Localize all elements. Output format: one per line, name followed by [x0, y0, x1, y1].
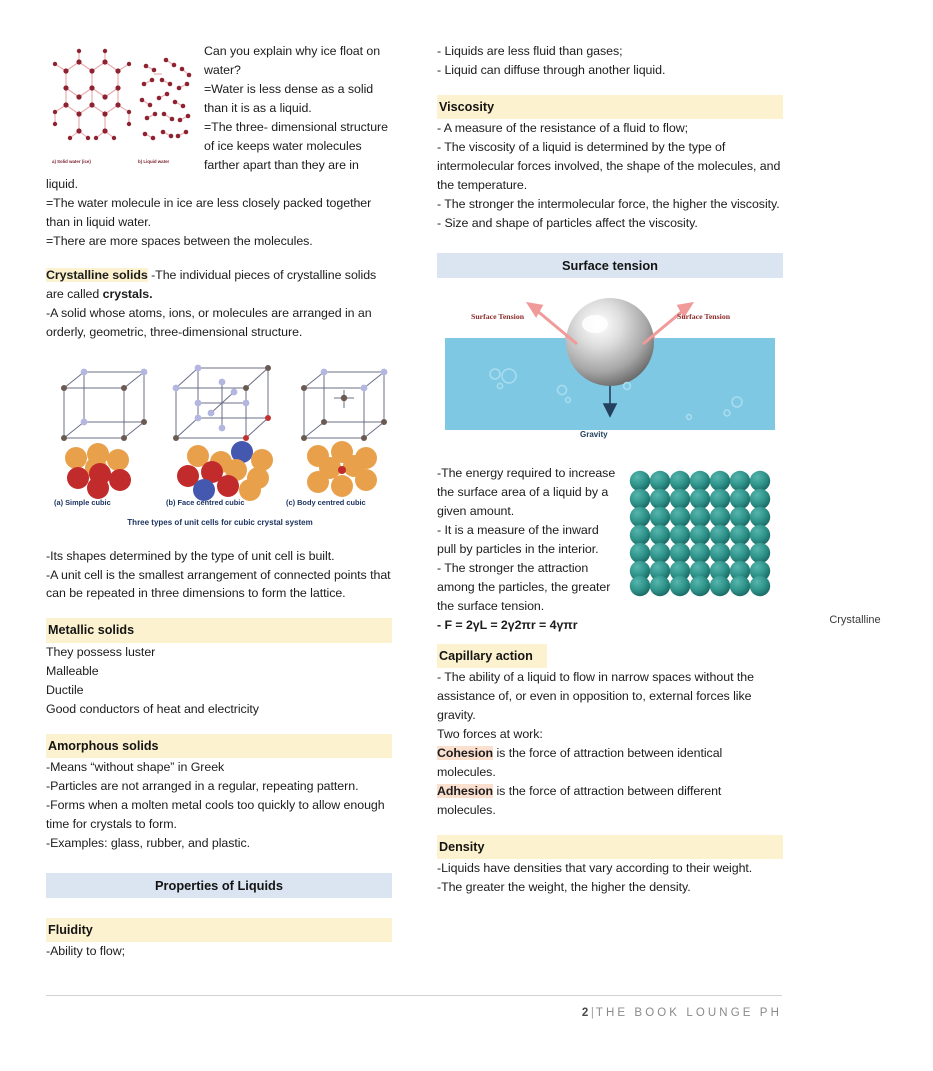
crystalline-solids-definition [46, 266, 392, 304]
capillary-action-heading-wrap [437, 644, 783, 668]
footer-brand: THE BOOK LOUNGE PH [595, 1007, 782, 1019]
adhesion-text: is the force of attraction between different molecules. [437, 783, 722, 817]
surface-tension-note-2: - It is a measure of the inward pull by particles in the interior. [437, 522, 599, 556]
intro-line-1: =Water is less dense as a solid than it is as a liquid. [204, 81, 374, 115]
crystalline-solids-definition-bold: crystals. [102, 286, 153, 301]
amorphous-solids-item-4: -Examples: glass, rubber, and plastic. [46, 835, 251, 850]
density-heading: Density [437, 835, 783, 859]
adhesion-definition [437, 782, 783, 820]
crystalline-packing-figure [627, 468, 881, 626]
surface-tension-figure [437, 282, 783, 462]
density-item-1: -Liquids have densities that vary according to their weight. [437, 860, 753, 875]
amorphous-solids-item-3: -Forms when a molten metal cools too quickly to allow enough time for crystals to form. [46, 797, 385, 831]
cohesion-text: is the force of attraction between identical molecules. [437, 745, 723, 779]
unit-cell-caption-c: (c) Body centred cubic [286, 497, 366, 507]
capillary-action-intro: - The ability of a liquid to flow in narrow spaces without the assistance of, or even in opposition to, external forces like gravity. [437, 669, 754, 722]
crystalline-figure-caption: Crystalline [829, 614, 881, 626]
unit-cells-svg [46, 350, 394, 498]
surface-tension-note-1: -The energy required to increase the surface area of a liquid by a given amount. [437, 466, 616, 518]
viscosity-heading: Viscosity [437, 95, 783, 119]
metallic-solids-heading: Metallic solids [46, 618, 392, 642]
ice-structure-svg [46, 44, 196, 164]
intro-line-3: =The water molecule in ice are less closely packed together than in liquid water. [46, 195, 372, 229]
properties-of-liquids-heading: Properties of Liquids [46, 873, 392, 898]
amorphous-solids-item-2: -Particles are not arranged in a regular, repeating pattern. [46, 778, 359, 793]
crystalline-solids-term: Crystalline solids [46, 267, 148, 282]
unit-cell-note-1: -Its shapes determined by the type of unit cell is built. [46, 548, 335, 563]
surface-tension-label-left: Surface Tension [471, 312, 525, 321]
viscosity-item-4: - Size and shape of particles affect the viscosity. [437, 216, 698, 231]
surface-tension-formula: - F = 2γL = 2γ2πr = 4γπr [437, 617, 578, 632]
intro-line-2: =The three- dimensional structure of ice keeps water molecules farther apart than they are in liquid. [46, 119, 388, 191]
metallic-solids-item-4: Good conductors of heat and electricity [46, 701, 259, 716]
fluidity-heading: Fluidity [46, 918, 392, 942]
surface-tension-label-right: Surface Tension [677, 312, 731, 321]
surface-tension-svg [437, 282, 783, 430]
ice-figure-caption-b: b) Liquid water [138, 159, 170, 164]
footer-separator: | [590, 1007, 594, 1019]
fluidity-continued-item-1: - Liquids are less fluid than gases; [437, 44, 623, 58]
page-footer [46, 995, 782, 1021]
ice-vs-liquid-water-figure [46, 44, 196, 164]
right-column [437, 42, 881, 897]
fluidity-continued-item-2: - Liquid can diffuse through another liquid. [437, 62, 666, 77]
viscosity-item-1: - A measure of the resistance of a fluid to flow; [437, 121, 689, 136]
amorphous-solids-heading: Amorphous solids [46, 734, 392, 758]
adhesion-term: Adhesion [437, 783, 494, 798]
metallic-solids-item-3: Ductile [46, 682, 84, 697]
surface-tension-heading: Surface tension [437, 253, 783, 278]
metallic-solids-item-2: Malleable [46, 663, 99, 678]
unit-cell-caption-b: (b) Face centred cubic [166, 497, 245, 507]
viscosity-item-3: - The stronger the intermolecular force, the higher the viscosity. [437, 197, 780, 212]
cohesion-term: Cohesion [437, 745, 494, 760]
surface-tension-note-3: - The stronger the attraction among the particles, the greater the surface tension. [437, 560, 611, 613]
unit-cell-note-2: -A unit cell is the smallest arrangement of connected points that can be repeated in three dimensions to form the lattice. [46, 567, 391, 601]
fluidity-item-1: -Ability to flow; [46, 943, 126, 958]
intro-line-4: =There are more spaces between the molecules. [46, 233, 313, 248]
amorphous-solids-item-1: -Means “without shape” in Greek [46, 759, 225, 774]
surface-tension-notes-block [437, 464, 881, 635]
crystalline-solids-detail: -A solid whose atoms, ions, or molecules are arranged in an orderly, geometric, three-dimensional structure. [46, 305, 372, 339]
intro-question: Can you explain why ice float on water? [204, 44, 381, 77]
gravity-label: Gravity [580, 430, 608, 439]
cohesion-definition [437, 744, 783, 782]
unit-cells-figure [46, 350, 394, 532]
ice-figure-caption-a: a) Solid water (ice) [52, 159, 91, 164]
left-column [46, 42, 392, 961]
capillary-action-heading: Capillary action [437, 644, 547, 668]
metallic-solids-item-1: They possess luster [46, 644, 156, 659]
footer-page-number: 2 [581, 1007, 589, 1019]
capillary-action-two-forces: Two forces at work: [437, 726, 543, 741]
density-item-2: -The greater the weight, the higher the density. [437, 879, 691, 894]
unit-cell-caption-a: (a) Simple cubic [54, 497, 111, 507]
intro-block [46, 42, 392, 251]
viscosity-item-2: - The viscosity of a liquid is determined by the type of intermolecular forces involved, the shape of the molecules, and the temperature. [437, 140, 781, 193]
crystalline-solids-definition-pre: -The individual pieces of crystalline solids are called [46, 267, 377, 301]
unit-cells-main-caption: Three types of unit cells for cubic crystal system [127, 517, 313, 527]
crystalline-packing-svg [627, 468, 777, 606]
